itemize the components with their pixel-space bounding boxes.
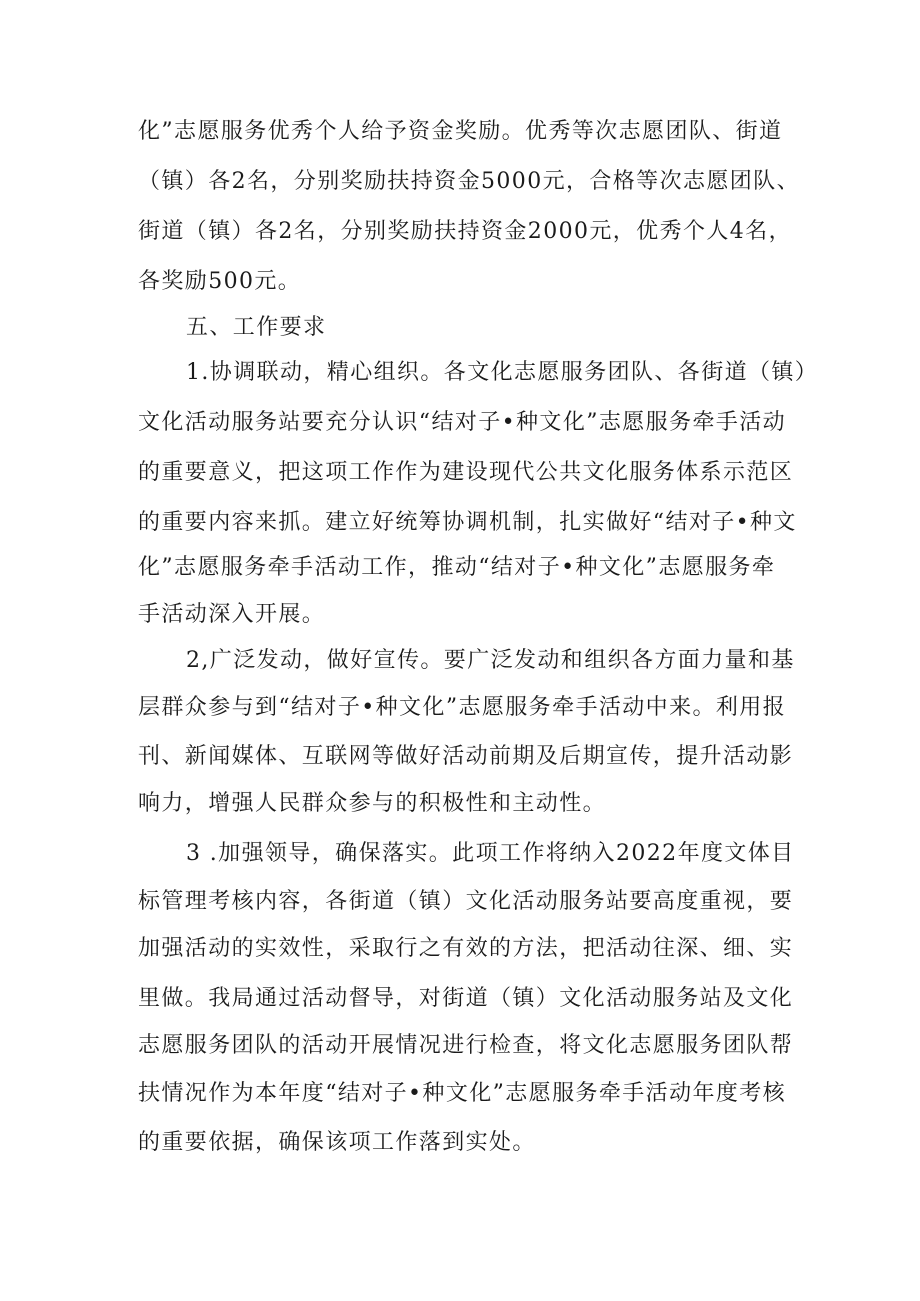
text-line: 的重要依据，确保该项工作落到实处。 (138, 1130, 536, 1155)
paragraph-start: 3 .加强领导，确保落实。此项工作将纳入2022年度文体目 (186, 841, 795, 866)
text-line: 标管理考核内容，各街道（镇）文化活动服务站要高度重视，要 (138, 889, 794, 914)
text-line: （镇）各2名，分别奖励扶持资金5000元，合格等次志愿团队、 (138, 169, 800, 194)
text-line: 各奖励500元。 (138, 269, 302, 294)
text-line: 层群众参与到“结对子•种文化”志愿服务牵手活动中来。利用报 (138, 695, 787, 720)
text-line: 刊、新闻媒体、互联网等做好活动前期及后期宣传，提升活动影 (138, 744, 794, 769)
paragraph-start: 1.协调联动，精心组织。各文化志愿服务团队、各街道（镇） (186, 360, 819, 385)
paragraph-start: 2,广泛发动，做好宣传。要广泛发动和组织各方面力量和基 (186, 648, 795, 673)
text-line: 化”志愿服务优秀个人给予资金奖励。优秀等次志愿团队、街道 (138, 119, 783, 144)
text-line: 响力，增强人民群众参与的积极性和主动性。 (138, 791, 607, 816)
text-line: 手活动深入开展。 (138, 602, 326, 627)
text-line: 街道（镇）各2名，分别奖励扶持资金2000元，优秀个人4名， (138, 219, 792, 244)
text-line: 文化活动服务站要充分认识“结对子•种文化”志愿服务牵手活动 (138, 410, 787, 435)
text-line: 志愿服务团队的活动开展情况进行检查，将文化志愿服务团队帮 (138, 1033, 794, 1058)
text-line: 扶情况作为本年度“结对子•种文化”志愿服务牵手活动年度考核 (138, 1081, 787, 1106)
text-line: 的重要内容来抓。建立好统筹协调机制，扎实做好“结对子•种文 (138, 510, 797, 535)
text-line: 里做。我局通过活动督导，对街道（镇）文化活动服务站及文化 (138, 986, 794, 1011)
text-line: 加强活动的实效性，采取行之有效的方法，把活动往深、细、实 (138, 936, 794, 961)
section-heading: 五、工作要求 (186, 315, 327, 340)
text-line: 化”志愿服务牵手活动工作，推动“结对子•种文化”志愿服务牵 (138, 555, 776, 580)
text-line: 的重要意义，把这项工作作为建设现代公共文化服务体系示范区 (138, 460, 794, 485)
